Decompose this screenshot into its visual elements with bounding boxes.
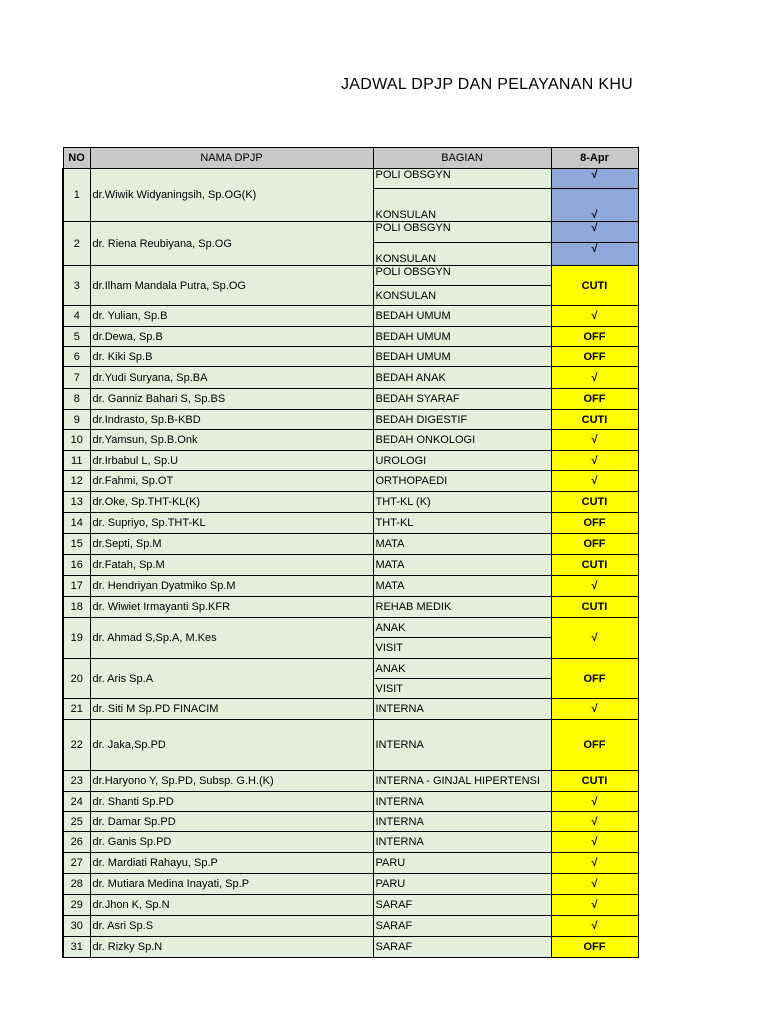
table-row — [63, 937, 638, 958]
row-dept: POLI OBSGYN — [373, 266, 551, 286]
row-status: √ — [551, 306, 638, 327]
row-dept: MATA — [373, 534, 551, 555]
row-no: 10 — [63, 430, 90, 451]
page-title-container — [0, 76, 636, 100]
table-row — [63, 812, 638, 832]
row-no: 22 — [63, 720, 90, 771]
row-dept: BEDAH UMUM — [373, 347, 551, 367]
row-name: dr. Rizky Sp.N — [90, 937, 373, 958]
table-row — [63, 916, 638, 937]
row-name: dr. Ahmad S,Sp.A, M.Kes — [90, 618, 373, 659]
row-dept: INTERNA — [373, 812, 551, 832]
row-status: √ — [551, 812, 638, 832]
row-no: 13 — [63, 492, 90, 513]
table-row — [63, 513, 638, 534]
table-row — [63, 720, 638, 771]
row-no: 28 — [63, 874, 90, 895]
row-no: 27 — [63, 853, 90, 874]
table-row — [63, 492, 638, 513]
row-name: dr. Ganis Sp.PD — [90, 832, 373, 853]
row-status: √ — [551, 853, 638, 874]
table-row — [63, 874, 638, 895]
row-status: √ — [551, 699, 638, 720]
row-no: 15 — [63, 534, 90, 555]
header-no: NO — [63, 148, 90, 169]
row-no: 26 — [63, 832, 90, 853]
row-name: dr.Fatah, Sp.M — [90, 555, 373, 576]
row-name: dr. Hendriyan Dyatmiko Sp.M — [90, 576, 373, 597]
row-status: OFF — [551, 389, 638, 410]
table-row — [63, 576, 638, 597]
row-dept: BEDAH ANAK — [373, 367, 551, 389]
row-status: OFF — [551, 347, 638, 367]
row-no: 24 — [63, 792, 90, 812]
table-row — [63, 618, 638, 638]
row-status: OFF — [551, 513, 638, 534]
table-row — [63, 222, 638, 243]
row-no: 20 — [63, 659, 90, 699]
row-status: √ — [551, 576, 638, 597]
row-no: 3 — [63, 266, 90, 306]
row-name: dr.Septi, Sp.M — [90, 534, 373, 555]
row-no: 8 — [63, 389, 90, 410]
row-no: 16 — [63, 555, 90, 576]
table-row — [63, 853, 638, 874]
row-dept: VISIT — [373, 638, 551, 659]
row-no: 17 — [63, 576, 90, 597]
row-dept: BEDAH DIGESTIF — [373, 410, 551, 430]
row-dept: INTERNA — [373, 792, 551, 812]
row-no: 7 — [63, 367, 90, 389]
row-status: √ — [551, 169, 638, 189]
row-name: dr. Aris Sp.A — [90, 659, 373, 699]
row-name: dr. Supriyo, Sp.THT-KL — [90, 513, 373, 534]
row-status: OFF — [551, 327, 638, 347]
table-row — [63, 659, 638, 679]
row-status: √ — [551, 832, 638, 853]
row-no: 18 — [63, 597, 90, 618]
row-dept: PARU — [373, 853, 551, 874]
row-dept: SARAF — [373, 895, 551, 916]
row-status: OFF — [551, 659, 638, 699]
table-row — [63, 534, 638, 555]
row-name: dr.Ilham Mandala Putra, Sp.OG — [90, 266, 373, 306]
row-no: 1 — [63, 169, 90, 222]
row-status: CUTI — [551, 410, 638, 430]
row-dept: REHAB MEDIK — [373, 597, 551, 618]
row-no: 31 — [63, 937, 90, 958]
row-status: CUTI — [551, 266, 638, 306]
row-dept: KONSULAN — [373, 189, 551, 222]
row-dept: KONSULAN — [373, 243, 551, 266]
row-dept: BEDAH UMUM — [373, 327, 551, 347]
row-no: 23 — [63, 771, 90, 792]
table-row — [63, 266, 638, 286]
row-name: dr. Yulian, Sp.B — [90, 306, 373, 327]
row-dept: INTERNA — [373, 720, 551, 771]
header-dept: BAGIAN — [373, 148, 551, 169]
row-name: dr.Jhon K, Sp.N — [90, 895, 373, 916]
row-no: 9 — [63, 410, 90, 430]
row-status: CUTI — [551, 597, 638, 618]
row-status: √ — [551, 916, 638, 937]
row-name: dr.Haryono Y, Sp.PD, Subsp. G.H.(K) — [90, 771, 373, 792]
row-name: dr. Damar Sp.PD — [90, 812, 373, 832]
row-no: 25 — [63, 812, 90, 832]
table-row — [63, 430, 638, 451]
table-row — [63, 832, 638, 853]
row-dept: ORTHOPAEDI — [373, 471, 551, 492]
row-dept: PARU — [373, 874, 551, 895]
row-name: dr.Oke, Sp.THT-KL(K) — [90, 492, 373, 513]
header-name: NAMA DPJP — [90, 148, 373, 169]
row-name: dr. Ganniz Bahari S, Sp.BS — [90, 389, 373, 410]
header-row — [63, 148, 638, 169]
schedule-table — [62, 147, 639, 958]
table-row — [63, 327, 638, 347]
table-row — [63, 895, 638, 916]
row-status: CUTI — [551, 492, 638, 513]
row-dept: INTERNA — [373, 832, 551, 853]
row-status: √ — [551, 471, 638, 492]
row-name: dr.Wiwik Widyaningsih, Sp.OG(K) — [90, 169, 373, 222]
table-row — [63, 471, 638, 492]
row-no: 19 — [63, 618, 90, 659]
row-name: dr. Mutiara Medina Inayati, Sp.P — [90, 874, 373, 895]
table-row — [63, 597, 638, 618]
table-row — [63, 451, 638, 471]
table-row — [63, 555, 638, 576]
row-dept: INTERNA - GINJAL HIPERTENSI — [373, 771, 551, 792]
row-no: 21 — [63, 699, 90, 720]
table-row — [63, 347, 638, 367]
table-row — [63, 306, 638, 327]
row-dept: ANAK — [373, 659, 551, 679]
row-name: dr. Siti M Sp.PD FINACIM — [90, 699, 373, 720]
row-name: dr. Asri Sp.S — [90, 916, 373, 937]
row-name: dr. Mardiati Rahayu, Sp.P — [90, 853, 373, 874]
row-dept: POLI OBSGYN — [373, 169, 551, 189]
table-row — [63, 792, 638, 812]
row-no: 11 — [63, 451, 90, 471]
header-date: 8-Apr — [551, 148, 638, 169]
row-dept: ANAK — [373, 618, 551, 638]
row-no: 6 — [63, 347, 90, 367]
row-dept: POLI OBSGYN — [373, 222, 551, 243]
row-status: OFF — [551, 534, 638, 555]
row-dept: MATA — [373, 555, 551, 576]
row-name: dr. Jaka,Sp.PD — [90, 720, 373, 771]
row-status: √ — [551, 792, 638, 812]
row-status: √ — [551, 367, 638, 389]
row-name: dr.Irbabul L, Sp.U — [90, 451, 373, 471]
table-row — [63, 771, 638, 792]
row-status: √ — [551, 189, 638, 222]
row-status: OFF — [551, 937, 638, 958]
row-status: CUTI — [551, 771, 638, 792]
row-no: 14 — [63, 513, 90, 534]
row-dept: UROLOGI — [373, 451, 551, 471]
row-name: dr.Dewa, Sp.B — [90, 327, 373, 347]
row-dept: MATA — [373, 576, 551, 597]
row-dept: BEDAH SYARAF — [373, 389, 551, 410]
row-name: dr. Kiki Sp.B — [90, 347, 373, 367]
row-name: dr.Indrasto, Sp.B-KBD — [90, 410, 373, 430]
row-no: 5 — [63, 327, 90, 347]
row-no: 4 — [63, 306, 90, 327]
row-dept: VISIT — [373, 679, 551, 699]
row-dept: BEDAH ONKOLOGI — [373, 430, 551, 451]
table-row — [63, 699, 638, 720]
row-status: √ — [551, 222, 638, 243]
row-name: dr.Fahmi, Sp.OT — [90, 471, 373, 492]
row-name: dr. Shanti Sp.PD — [90, 792, 373, 812]
row-dept: KONSULAN — [373, 286, 551, 306]
table-row — [63, 169, 638, 189]
row-status: √ — [551, 451, 638, 471]
row-name: dr.Yamsun, Sp.B.Onk — [90, 430, 373, 451]
table-row — [63, 367, 638, 389]
row-status: CUTI — [551, 555, 638, 576]
row-name: dr. Wiwiet Irmayanti Sp.KFR — [90, 597, 373, 618]
table-row — [63, 410, 638, 430]
row-status: OFF — [551, 720, 638, 771]
row-dept: BEDAH UMUM — [373, 306, 551, 327]
row-name: dr. Riena Reubiyana, Sp.OG — [90, 222, 373, 266]
row-dept: THT-KL — [373, 513, 551, 534]
row-no: 30 — [63, 916, 90, 937]
row-dept: THT-KL (K) — [373, 492, 551, 513]
row-name: dr.Yudi Suryana, Sp.BA — [90, 367, 373, 389]
row-no: 29 — [63, 895, 90, 916]
row-status: √ — [551, 243, 638, 266]
row-status: √ — [551, 874, 638, 895]
row-no: 12 — [63, 471, 90, 492]
row-dept: INTERNA — [373, 699, 551, 720]
row-dept: SARAF — [373, 916, 551, 937]
row-status: √ — [551, 430, 638, 451]
row-dept: SARAF — [373, 937, 551, 958]
row-no: 2 — [63, 222, 90, 266]
row-status: √ — [551, 895, 638, 916]
row-status: √ — [551, 618, 638, 659]
page-title: JADWAL DPJP DAN PELAYANAN KHU — [341, 76, 634, 93]
table-row — [63, 389, 638, 410]
